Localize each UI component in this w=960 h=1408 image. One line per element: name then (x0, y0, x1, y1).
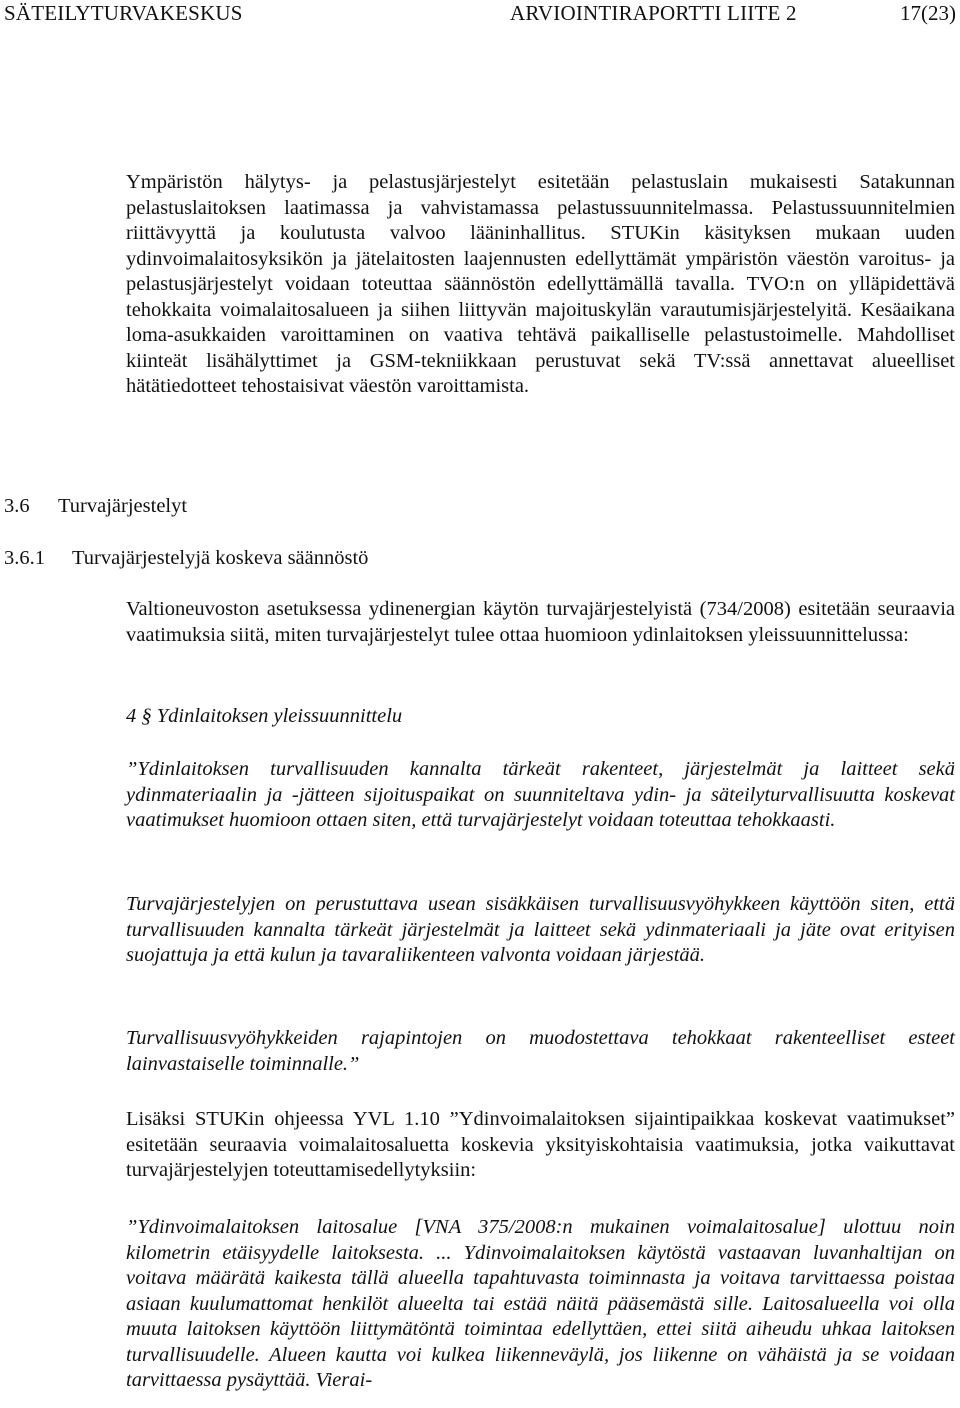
section-title: Turvajärjestelyt (58, 495, 188, 517)
quote-heading-block (126, 704, 955, 730)
quote-block-4 (126, 1215, 955, 1394)
page-header (0, 0, 960, 30)
report-title: ARVIOINTIRAPORTTI LIITE 2 (510, 1, 797, 25)
quote-paragraph: ”Ydinvoimalaitoksen laitosalue [VNA 375/2008:n mukainen voimalaitosalue] ulottuu noin kilometrin etäisyydelle laitoksesta. ... Ydinvoimalaitoksen käytöstä vastaavan luvanhaltijan on voitava määrätä kaikesta tällä alueella tapahtuvasta toiminnasta ja voitava tarvittaessa poistaa asiaan kuulumattomat henkilöt alueelta tai estää näitä pääsemästä sille. Laitosalueella voi olla muuta laitoksen käyttöön liittymätöntä toimintaa edellyttäen, ettei siitä aiheudu uhkaa laitoksen turvallisuudelle. Alueen kautta voi kulkea liikenneväylä, jos liikenne on vähäistä ja se voidaan tarvittaessa pysäyttää. Vierai- (126, 1216, 955, 1391)
section-heading (4, 493, 188, 519)
subsection-title: Turvajärjestelyjä koskeva säännöstö (72, 547, 369, 569)
body-paragraph: Valtioneuvoston asetuksessa ydinenergian käytön turvajärjestelyistä (734/2008) esitetään seuraavia vaatimuksia siitä, miten turvajärjestelyt tulee ottaa huomioon ydinlaitoksen yleissuunnittelussa: (126, 598, 955, 646)
organization-name: SÄTEILYTURVAKESKUS (4, 1, 243, 25)
quote-paragraph: Turvajärjestelyjen on perustuttava usean sisäkkäisen turvallisuusvyöhykkeen käyttöön siten, että turvallisuuden kannalta tärkeät järjestelmät ja laitteet sekä ydinmateriaali ja jäte ovat erityisen suojattuja ja että kulun ja tavaraliikenteen valvonta voidaan järjestää. (126, 893, 955, 966)
paragraph-yvl-guide (126, 1107, 955, 1184)
subsection-heading (4, 545, 369, 571)
subsection-number: 3.6.1 (4, 547, 45, 569)
quote-block-1 (126, 757, 955, 834)
body-paragraph: Lisäksi STUKin ohjeessa YVL 1.10 ”Ydinvoimalaitoksen sijaintipaikkaa koskevat vaatimukset” esitetään seuraavia voimalaitosaluetta koskevia yksityiskohtaisia vaatimuksia, jotka vaikuttavat turvajärjestelyjen toteuttamisedellytyksiin: (126, 1108, 955, 1181)
quote-paragraph: ”Ydinlaitoksen turvallisuuden kannalta tärkeät rakenteet, järjestelmät ja laitteet sekä ydinmateriaalin ja -jätteen sijoituspaikat on suunniteltava ydin- ja säteilyturvallisuutta koskevat vaatimukset huomioon ottaen siten, että turvajärjestelyt voidaan toteuttaa tehokkaasti. (126, 758, 955, 831)
paragraph-decree (126, 597, 955, 648)
body-paragraph: Ympäristön hälytys- ja pelastusjärjestelyt esitetään pelastuslain mukaisesti Satakunnan pelastuslaitoksen laatimassa ja vahvistamassa pelastussuunnitelmassa. Pelastussuunnitelmien riittävyyttä ja koulutusta valvoo lääninhallitus. STUKin käsityksen mukaan uuden ydinvoimalaitosyksikön ja jätelaitosten laajennusten edellyttämät ympäristön väestön varoitus- ja pelastusjärjestelyt voidaan toteuttaa säännöstön edellyttämällä tavalla. TVO:n on ylläpidettävä tehokkaita voimalaitosalueen ja siihen liittyvän majoituskylän varautumisjärjestelyitä. Kesäaikana loma-asukkaiden varoittaminen on vaativa tehtävä paikalliselle pelastustoimelle. Mahdolliset kiinteät lisähälyttimet ja GSM-tekniikkaan perustuvat sekä TV:ssä annettavat alueelliset hätätiedotteet tehostaisivat väestön varoittamista. (126, 171, 955, 397)
quote-heading: 4 § Ydinlaitoksen yleissuunnittelu (126, 705, 403, 727)
page-number: 17(23) (900, 1, 956, 25)
quote-block-3 (126, 1026, 955, 1077)
section-number: 3.6 (4, 495, 30, 517)
paragraph-warning-arrangements (126, 170, 955, 400)
quote-block-2 (126, 892, 955, 969)
quote-paragraph: Turvallisuusvyöhykkeiden rajapintojen on muodostettava tehokkaat rakenteelliset esteet lainvastaiselle toiminnalle.” (126, 1027, 955, 1075)
